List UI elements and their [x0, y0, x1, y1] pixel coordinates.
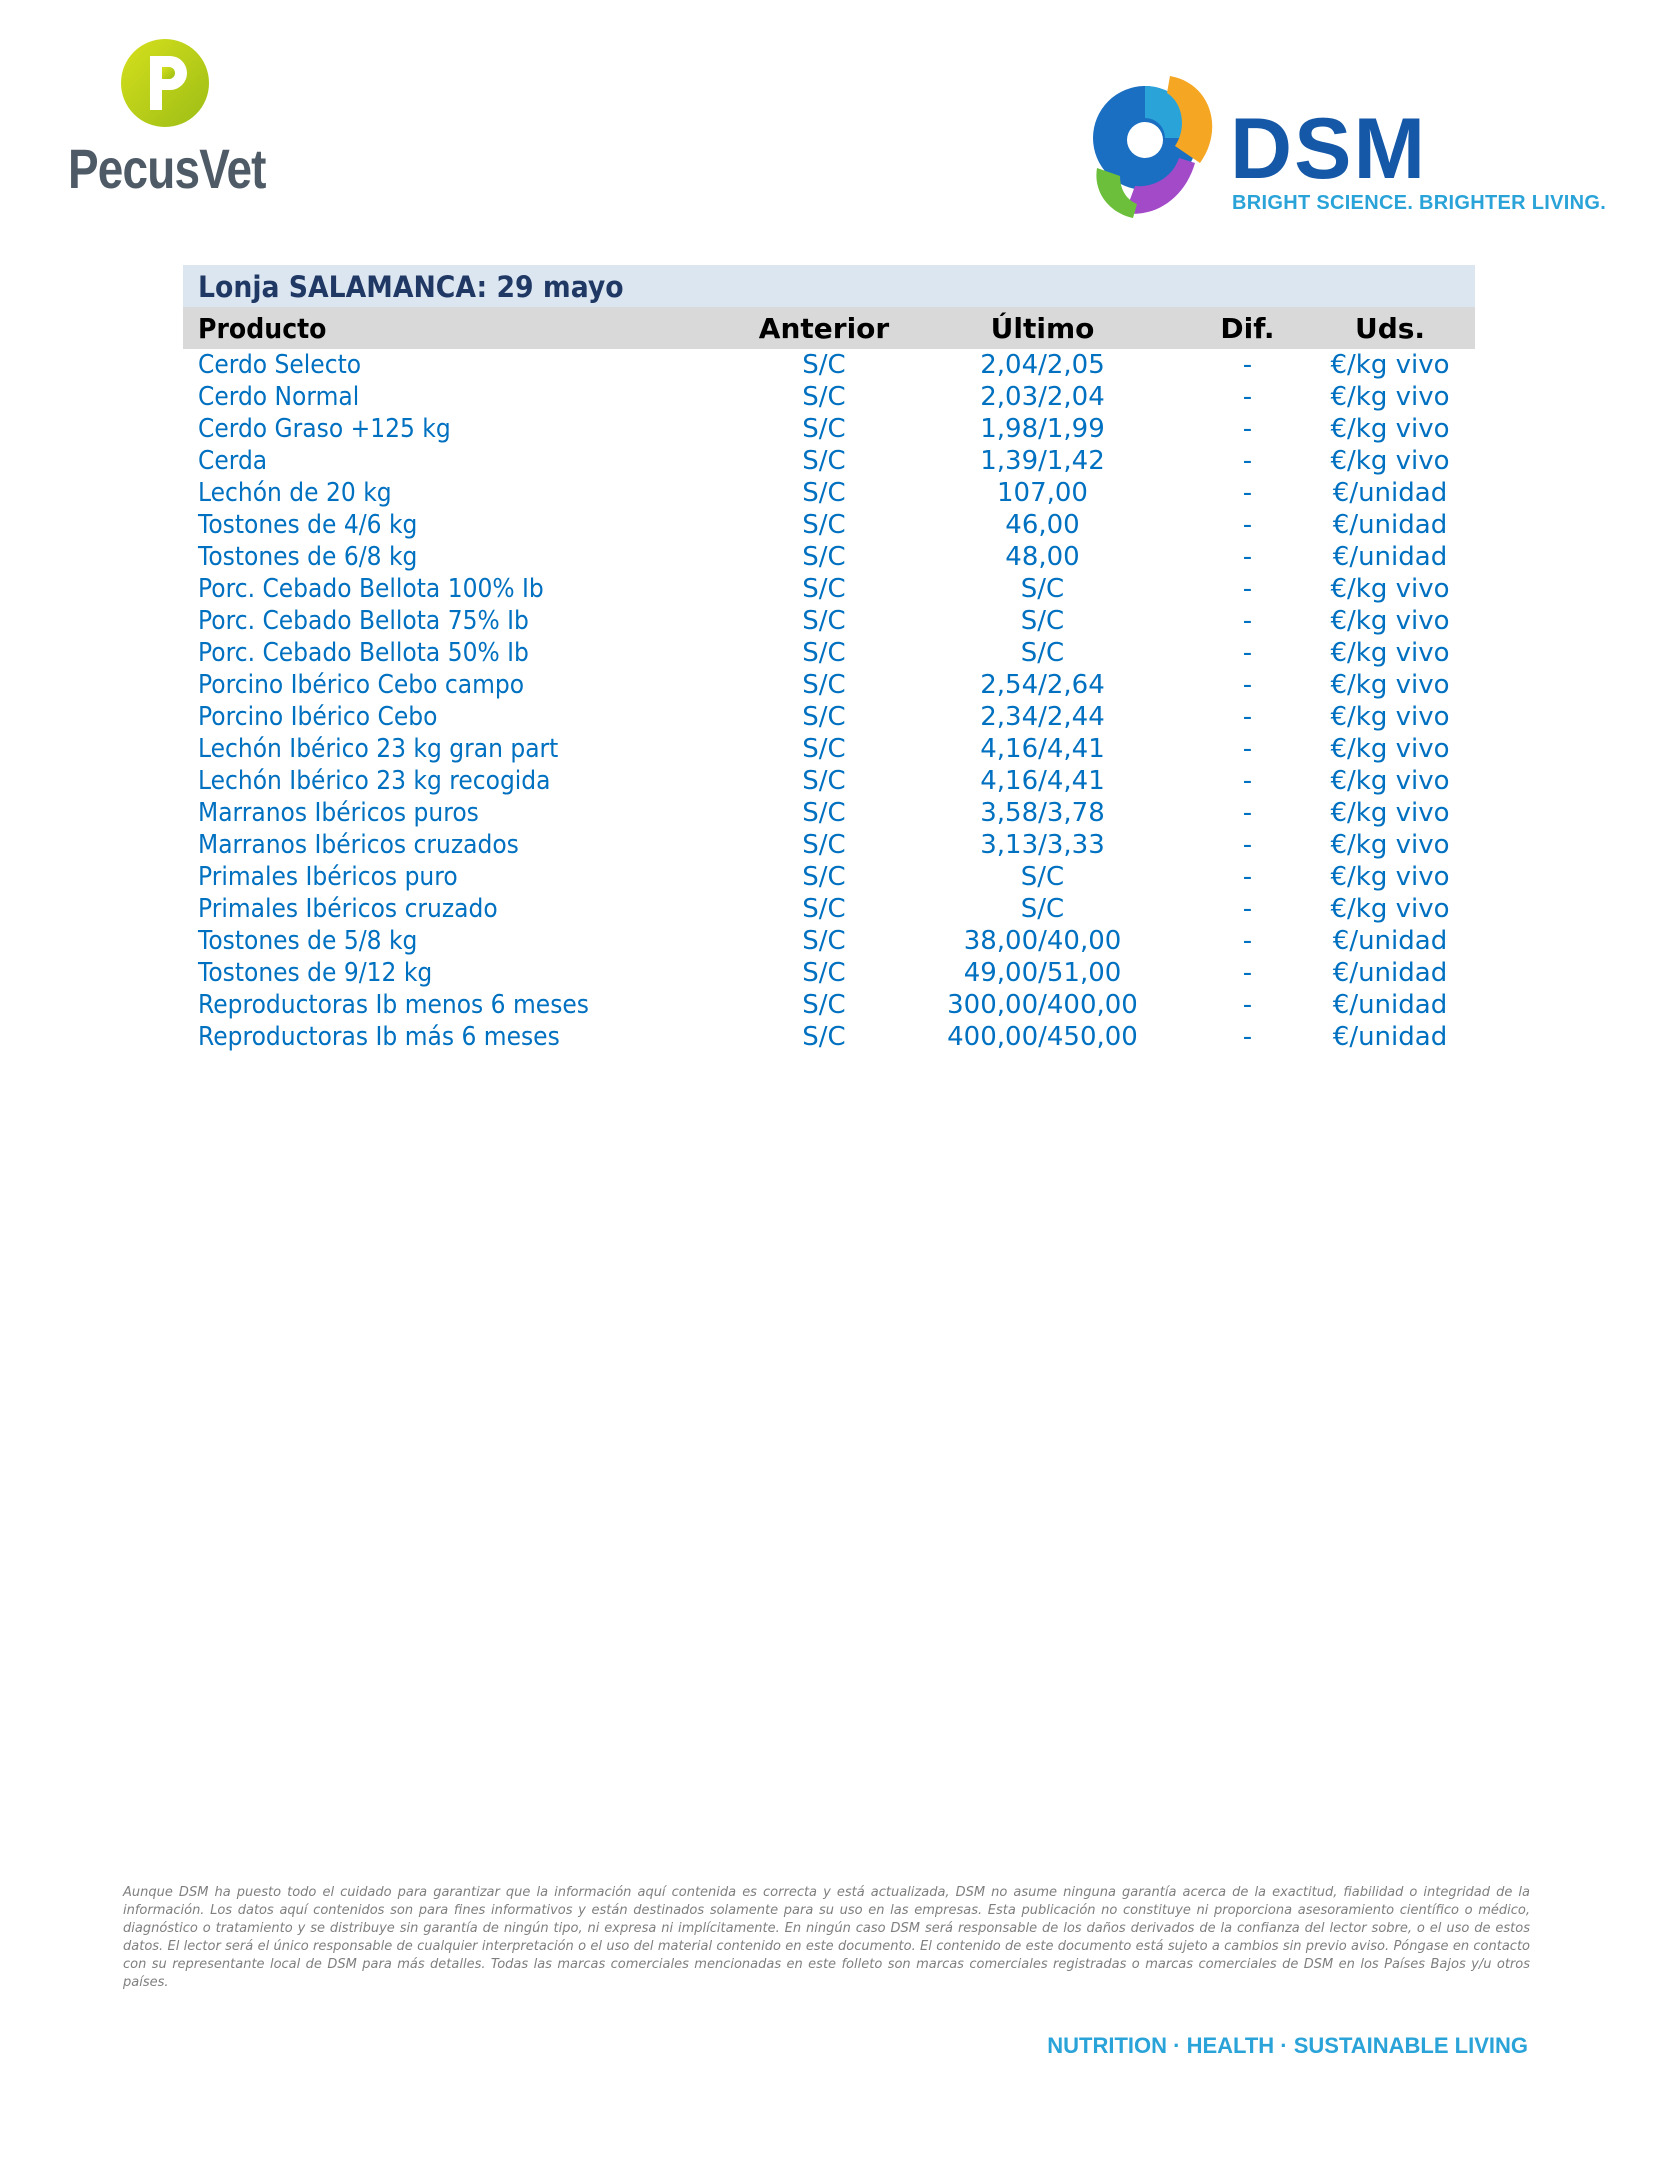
cell-dif: - — [1242, 894, 1253, 924]
cell-ultimo: 4,16/4,41 — [980, 734, 1105, 764]
cell-uds: €/kg vivo — [1330, 830, 1450, 860]
cell-producto: Reproductoras Ib menos 6 meses — [198, 990, 589, 1020]
cell-dif: - — [1242, 1022, 1253, 1052]
cell-producto: Marranos Ibéricos cruzados — [198, 830, 519, 860]
cell-producto: Porc. Cebado Bellota 75% Ib — [198, 606, 529, 636]
cell-uds: €/kg vivo — [1330, 894, 1450, 924]
cell-producto: Cerdo Selecto — [198, 350, 362, 380]
cell-anterior: S/C — [802, 638, 846, 668]
cell-dif: - — [1242, 766, 1253, 796]
cell-anterior: S/C — [802, 894, 846, 924]
cell-dif: - — [1242, 350, 1253, 380]
cell-dif: - — [1242, 382, 1253, 412]
cell-dif: - — [1242, 638, 1253, 668]
table-header-row — [183, 307, 1475, 349]
cell-uds: €/kg vivo — [1330, 638, 1450, 668]
cell-anterior: S/C — [802, 478, 846, 508]
pecusvet-wordmark: PecusVet — [68, 137, 266, 200]
cell-dif: - — [1242, 734, 1253, 764]
cell-anterior: S/C — [802, 670, 846, 700]
cell-dif: - — [1242, 958, 1253, 988]
table-row — [183, 381, 1475, 413]
table-row — [183, 989, 1475, 1021]
lonja-price-table — [183, 265, 1475, 1053]
cell-ultimo: 2,34/2,44 — [980, 702, 1105, 732]
cell-producto: Primales Ibéricos cruzado — [198, 894, 498, 924]
cell-dif: - — [1242, 478, 1253, 508]
table-row — [183, 445, 1475, 477]
cell-ultimo: 46,00 — [1005, 510, 1080, 540]
footer-slogan: NUTRITION · HEALTH · SUSTAINABLE LIVING — [1047, 2033, 1528, 2058]
table-row — [183, 733, 1475, 765]
cell-ultimo: 2,03/2,04 — [980, 382, 1105, 412]
dsm-logo — [1075, 68, 1607, 238]
cell-ultimo: 400,00/450,00 — [947, 1022, 1138, 1052]
cell-anterior: S/C — [802, 350, 846, 380]
cell-anterior: S/C — [802, 958, 846, 988]
cell-anterior: S/C — [802, 862, 846, 892]
cell-anterior: S/C — [802, 1022, 846, 1052]
header-ultimo: Último — [990, 311, 1095, 345]
cell-anterior: S/C — [802, 830, 846, 860]
cell-producto: Porcino Ibérico Cebo campo — [198, 670, 525, 700]
cell-dif: - — [1242, 830, 1253, 860]
cell-ultimo: 300,00/400,00 — [947, 990, 1138, 1020]
cell-producto: Tostones de 4/6 kg — [198, 510, 418, 540]
cell-dif: - — [1242, 926, 1253, 956]
cell-ultimo: S/C — [1020, 606, 1065, 636]
cell-uds: €/kg vivo — [1330, 350, 1450, 380]
cell-anterior: S/C — [802, 606, 846, 636]
cell-anterior: S/C — [802, 926, 846, 956]
cell-uds: €/kg vivo — [1330, 862, 1450, 892]
cell-uds: €/kg vivo — [1330, 798, 1450, 828]
cell-ultimo: S/C — [1020, 574, 1065, 604]
cell-anterior: S/C — [802, 798, 846, 828]
cell-dif: - — [1242, 542, 1253, 572]
table-row — [183, 509, 1475, 541]
table-row — [183, 605, 1475, 637]
dsm-tagline: BRIGHT SCIENCE. BRIGHTER LIVING. — [1232, 192, 1607, 214]
cell-uds: €/kg vivo — [1330, 414, 1450, 444]
cell-dif: - — [1242, 990, 1253, 1020]
table-row — [183, 829, 1475, 861]
cell-producto: Marranos Ibéricos puros — [198, 798, 479, 828]
cell-uds: €/unidad — [1332, 990, 1448, 1020]
header-anterior: Anterior — [758, 311, 890, 345]
cell-uds: €/kg vivo — [1330, 574, 1450, 604]
cell-ultimo: S/C — [1020, 894, 1065, 924]
pecusvet-logo — [68, 38, 268, 198]
cell-ultimo: 38,00/40,00 — [963, 926, 1122, 956]
cell-uds: €/unidad — [1332, 1022, 1448, 1052]
cell-uds: €/unidad — [1332, 958, 1448, 988]
table-title: Lonja SALAMANCA: 29 mayo — [183, 265, 1475, 307]
cell-ultimo: 2,04/2,05 — [980, 350, 1105, 380]
cell-producto: Porc. Cebado Bellota 100% Ib — [198, 574, 544, 604]
cell-ultimo: 1,39/1,42 — [980, 446, 1105, 476]
cell-ultimo: S/C — [1020, 638, 1065, 668]
cell-uds: €/kg vivo — [1330, 606, 1450, 636]
table-row — [183, 861, 1475, 893]
cell-producto: Cerdo Graso +125 kg — [198, 414, 451, 444]
dsm-swirl-icon — [1075, 68, 1225, 228]
cell-ultimo: 2,54/2,64 — [980, 670, 1105, 700]
cell-uds: €/unidad — [1332, 478, 1448, 508]
cell-uds: €/kg vivo — [1330, 766, 1450, 796]
cell-ultimo: 1,98/1,99 — [980, 414, 1105, 444]
table-row — [183, 765, 1475, 797]
cell-anterior: S/C — [802, 542, 846, 572]
cell-ultimo: 4,16/4,41 — [980, 766, 1105, 796]
cell-dif: - — [1242, 606, 1253, 636]
cell-producto: Porcino Ibérico Cebo — [198, 702, 438, 732]
cell-dif: - — [1242, 414, 1253, 444]
cell-uds: €/unidad — [1332, 542, 1448, 572]
cell-producto: Reproductoras Ib más 6 meses — [198, 1022, 560, 1052]
cell-dif: - — [1242, 446, 1253, 476]
table-row — [183, 797, 1475, 829]
header-uds: Uds. — [1354, 311, 1426, 345]
cell-uds: €/kg vivo — [1330, 382, 1450, 412]
cell-dif: - — [1242, 862, 1253, 892]
table-row — [183, 541, 1475, 573]
table-row — [183, 477, 1475, 509]
table-row — [183, 957, 1475, 989]
cell-producto: Lechón de 20 kg — [198, 478, 392, 508]
table-row — [183, 925, 1475, 957]
cell-dif: - — [1242, 670, 1253, 700]
cell-uds: €/kg vivo — [1330, 702, 1450, 732]
cell-dif: - — [1242, 798, 1253, 828]
table-row — [183, 413, 1475, 445]
cell-ultimo: 3,13/3,33 — [980, 830, 1105, 860]
cell-producto: Tostones de 6/8 kg — [198, 542, 418, 572]
cell-uds: €/kg vivo — [1330, 446, 1450, 476]
cell-producto: Porc. Cebado Bellota 50% Ib — [198, 638, 529, 668]
table-row — [183, 349, 1475, 381]
cell-producto: Tostones de 9/12 kg — [198, 958, 433, 988]
cell-anterior: S/C — [802, 510, 846, 540]
cell-anterior: S/C — [802, 574, 846, 604]
cell-producto: Lechón Ibérico 23 kg gran part — [198, 734, 559, 764]
legal-disclaimer: Aunque DSM ha puesto todo el cuidado para garantizar que la información aquí contenida es correcta y está actualizada, DSM no asume ninguna garantía acerca de la exactitud, fiabilidad o integridad de la información. Los datos aquí contenidos son para fines informativos y están destinados solamente para su uso en las empresas. Esta publicación no constituye ni proporciona asesoramiento científico o médico, diagnóstico o tratamiento y se distribuye sin garantía de ningún tipo, ni expresa ni implícitamente. En ningún caso DSM será responsable de los daños derivados de la confianza del lector sobre, o el uso de estos datos. El lector será el único responsable de cualquier interpretación o el uso del material contenido en este documento. El contenido de este documento está sujeto a cambios sin previo aviso. Póngase en contacto con su representante local de DSM para más detalles. Todas las marcas comerciales mencionadas en este folleto son marcas comerciales registradas o marcas comerciales de DSM en los Países Bajos y/u otros países. — [123, 1885, 1530, 1990]
header-producto: Producto — [198, 311, 327, 345]
cell-producto: Tostones de 5/8 kg — [198, 926, 418, 956]
cell-producto: Cerdo Normal — [198, 382, 360, 412]
cell-ultimo: 48,00 — [1005, 542, 1080, 572]
cell-producto: Cerda — [198, 446, 268, 476]
cell-uds: €/kg vivo — [1330, 734, 1450, 764]
cell-ultimo: 49,00/51,00 — [963, 958, 1122, 988]
cell-dif: - — [1242, 574, 1253, 604]
header-dif: Dif. — [1220, 311, 1275, 345]
table-body — [183, 349, 1475, 1053]
pecusvet-p-icon — [120, 38, 210, 128]
table-row — [183, 893, 1475, 925]
cell-anterior: S/C — [802, 766, 846, 796]
cell-ultimo: 107,00 — [997, 478, 1088, 508]
cell-ultimo: 3,58/3,78 — [980, 798, 1105, 828]
cell-uds: €/kg vivo — [1330, 670, 1450, 700]
cell-anterior: S/C — [802, 990, 846, 1020]
cell-anterior: S/C — [802, 446, 846, 476]
cell-ultimo: S/C — [1020, 862, 1065, 892]
cell-dif: - — [1242, 510, 1253, 540]
cell-anterior: S/C — [802, 734, 846, 764]
table-row — [183, 701, 1475, 733]
cell-producto: Lechón Ibérico 23 kg recogida — [198, 766, 551, 796]
cell-anterior: S/C — [802, 382, 846, 412]
cell-uds: €/unidad — [1332, 926, 1448, 956]
cell-dif: - — [1242, 702, 1253, 732]
cell-uds: €/unidad — [1332, 510, 1448, 540]
cell-producto: Primales Ibéricos puro — [198, 862, 458, 892]
dsm-wordmark: DSM — [1230, 101, 1428, 197]
table-row — [183, 669, 1475, 701]
table-row — [183, 1021, 1475, 1053]
cell-anterior: S/C — [802, 702, 846, 732]
table-row — [183, 637, 1475, 669]
cell-anterior: S/C — [802, 414, 846, 444]
table-row — [183, 573, 1475, 605]
